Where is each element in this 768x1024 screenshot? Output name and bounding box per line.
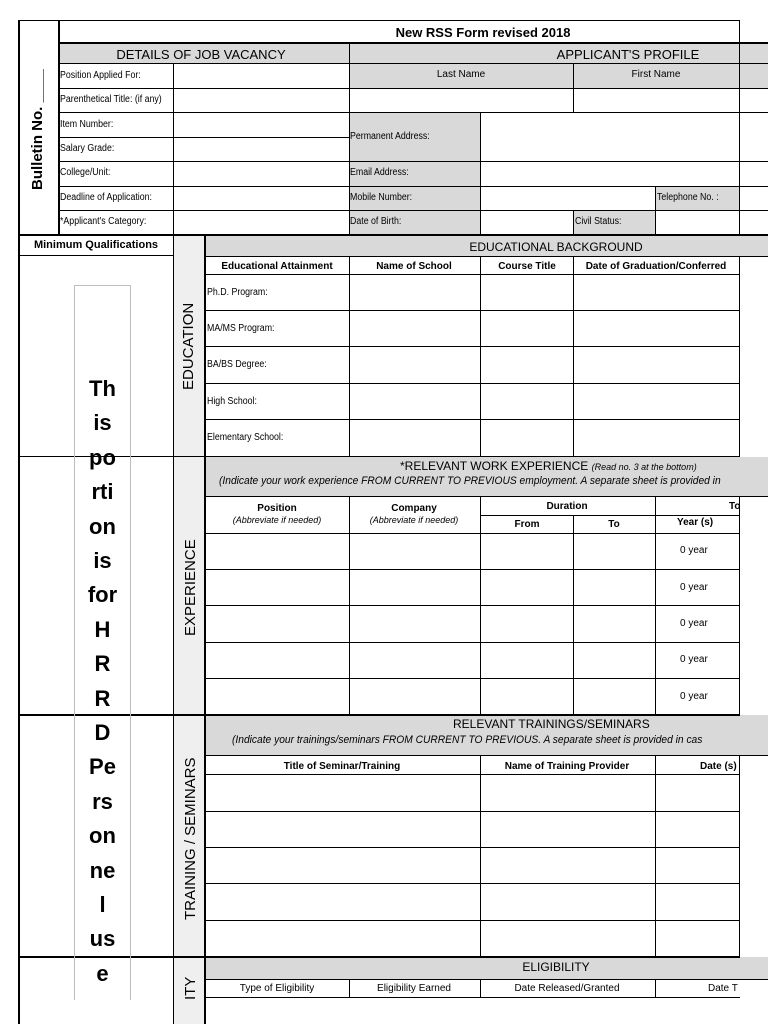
hr-note-word: D xyxy=(94,720,111,745)
exp-col-position-sub: (Abbreviate if needed) xyxy=(232,515,322,525)
telephone-label: Telephone No. : xyxy=(657,192,719,203)
side-label-divider xyxy=(204,236,206,1024)
field-position: Position Applied For: xyxy=(60,70,141,81)
edu-row-line-3 xyxy=(204,383,740,384)
exp-col-years: Year (s) xyxy=(677,517,714,528)
train-col-date: Date (s) xyxy=(700,761,737,772)
left-col-divider xyxy=(173,236,174,1024)
edu-row-line-2 xyxy=(204,346,740,347)
edu-col-line-1 xyxy=(349,256,350,456)
category-input[interactable] xyxy=(174,211,349,234)
edu-col-course: Course Title xyxy=(498,261,556,272)
edu-col-date: Date of Graduation/Conferred xyxy=(585,261,727,272)
edu-row-line-1 xyxy=(204,310,740,311)
exp-col-from: From xyxy=(514,519,540,530)
field-parenthetical: Parenthetical Title: (if any) xyxy=(60,94,162,105)
train-header-line xyxy=(204,755,768,756)
dob-input[interactable] xyxy=(481,211,573,234)
civil-status-label: Civil Status: xyxy=(575,216,622,227)
training-subtitle: (Indicate your trainings/seminars FROM CURRENT TO PREVIOUS. A separate sheet is provided in cas xyxy=(232,734,703,746)
top-border xyxy=(18,20,740,21)
exp-col-company: Company xyxy=(391,503,437,514)
field-category: *Applicant's Category: xyxy=(60,216,147,227)
exp-col-to: To xyxy=(608,519,620,530)
edu-col-attainment: Educational Attainment xyxy=(221,261,333,272)
elig-col-line-1 xyxy=(349,979,350,997)
exp-col-company-sub: (Abbreviate if needed) xyxy=(369,515,459,525)
train-col-title: Title of Seminar/Training xyxy=(283,761,401,772)
hr-note-word: R xyxy=(94,651,111,677)
edu-col-line-3 xyxy=(573,256,574,456)
train-col-line-3 xyxy=(739,755,740,956)
train-row-line-4 xyxy=(204,920,740,921)
exp-colhead-line xyxy=(204,533,740,534)
email-label: Email Address: xyxy=(350,167,409,178)
vacancy-header: DETAILS OF JOB VACANCY xyxy=(116,47,286,62)
hr-note-word: ne xyxy=(89,857,116,883)
education-side-label: EDUCATION xyxy=(180,302,197,390)
training-side-label: TRAINING / SEMINARS xyxy=(182,757,199,920)
edu-header-line xyxy=(204,256,768,257)
hr-note-word: for xyxy=(87,582,118,608)
row-line-5 xyxy=(58,186,768,187)
hr-note-word: on xyxy=(89,513,116,539)
hr-note-word: rs xyxy=(92,788,113,814)
bulletin-label: Bulletin No. ____ xyxy=(29,69,46,190)
hr-note-word: l xyxy=(99,892,106,917)
hr-note-word: Th xyxy=(89,376,116,401)
train-colhead-line xyxy=(204,774,740,775)
edu-row-elem: Elementary School: xyxy=(207,432,284,443)
train-row-line-3 xyxy=(204,883,740,884)
field-college-unit: College/Unit: xyxy=(60,167,111,178)
experience-header-note: (Read no. 3 at the bottom) xyxy=(591,462,697,472)
elig-col-line-2 xyxy=(480,979,481,997)
civil-divider xyxy=(573,210,574,235)
hr-note-word: H xyxy=(94,616,111,642)
field-item-number: Item Number: xyxy=(60,119,114,130)
train-col-provider: Name of Training Provider xyxy=(504,761,630,772)
permanent-address-input[interactable] xyxy=(481,113,739,161)
hr-note-word: R xyxy=(94,685,111,711)
min-qualifications: Minimum Qualifications xyxy=(33,239,159,251)
last-name-input[interactable] xyxy=(350,89,573,112)
hr-note-word: is xyxy=(93,548,112,573)
exp-header-line xyxy=(204,496,768,497)
hr-note-word: Pe xyxy=(89,754,116,780)
exp-years-value: 0 year xyxy=(680,654,708,665)
edu-row-hs: High School: xyxy=(207,396,257,407)
exp-row-line-4 xyxy=(204,678,740,679)
education-header: EDUCATIONAL BACKGROUND xyxy=(469,240,643,254)
exp-years-value: 0 year xyxy=(680,582,708,593)
exp-col-total: To xyxy=(729,501,741,512)
eligibility-side-label: ITY xyxy=(182,976,199,1000)
eligibility-header: ELIGIBILITY xyxy=(522,960,590,974)
hr-note-word: po xyxy=(89,444,116,470)
experience-header xyxy=(400,460,697,472)
train-row-line-1 xyxy=(204,811,740,812)
minqual-underline xyxy=(18,255,174,256)
exp-row-line-3 xyxy=(204,642,740,643)
hr-note-word: is xyxy=(93,410,112,436)
experience-side-label: EXPERIENCE xyxy=(182,539,199,636)
hr-note-word: us xyxy=(89,926,116,952)
hr-note-word: e xyxy=(96,960,109,986)
name-header-bg xyxy=(350,63,740,88)
position-input[interactable] xyxy=(174,64,349,88)
form-title: New RSS Form revised 2018 xyxy=(395,25,571,40)
salary-grade-input[interactable] xyxy=(174,138,349,161)
experience-header-title: *RELEVANT WORK EXPERIENCE xyxy=(400,459,589,473)
dob-label: Date of Birth: xyxy=(350,216,402,227)
exp-col-position: Position xyxy=(257,503,297,514)
train-col-line-2 xyxy=(655,755,656,956)
exp-years-value: 0 year xyxy=(680,618,708,629)
mobile-input[interactable] xyxy=(481,187,655,210)
edu-row-line-4 xyxy=(204,419,740,420)
exp-col-line-3 xyxy=(573,515,574,715)
edu-col-line-4 xyxy=(739,256,740,456)
elig-col-line-3 xyxy=(655,979,656,997)
civil-status-input[interactable] xyxy=(657,211,739,234)
college-unit-input[interactable] xyxy=(174,162,349,186)
exp-duration-line xyxy=(480,515,740,516)
field-salary-grade: Salary Grade: xyxy=(60,143,115,154)
hr-note-word: rti xyxy=(91,479,114,505)
elig-header-line xyxy=(204,979,768,980)
section-header-line xyxy=(58,63,768,64)
elig-col-type: Type of Eligibility xyxy=(239,983,315,994)
edu-row-phd: Ph.D. Program: xyxy=(207,287,268,298)
exp-row-line-2 xyxy=(204,605,740,606)
exp-col-duration: Duration xyxy=(546,501,588,512)
right-page-edge xyxy=(739,20,740,235)
last-name-label: Last Name xyxy=(436,69,486,80)
train-row-line-2 xyxy=(204,847,740,848)
exp-years-value: 0 year xyxy=(680,691,708,702)
profile-header: APPLICANT'S PROFILE xyxy=(556,47,700,62)
mobile-label: Mobile Number: xyxy=(350,192,413,203)
exp-row-line-1 xyxy=(204,569,740,570)
train-col-line-1 xyxy=(480,755,481,956)
elig-col-date: Date T xyxy=(708,983,738,994)
hr-note-word: on xyxy=(89,823,116,849)
first-name-input[interactable] xyxy=(574,89,739,112)
elig-header-bg xyxy=(205,957,768,979)
exp-years-value: 0 year xyxy=(680,545,708,556)
experience-subtitle: (Indicate your work experience FROM CURRENT TO PREVIOUS employment. A separate sheet is provided in xyxy=(219,475,721,487)
edu-col-school: Name of School xyxy=(376,261,452,272)
edu-row-ma: MA/MS Program: xyxy=(207,323,275,334)
elig-col-released: Date Released/Granted xyxy=(514,983,620,994)
right-strip-bg xyxy=(740,63,768,88)
email-input[interactable] xyxy=(481,162,739,186)
training-header: RELEVANT TRAININGS/SEMINARS xyxy=(453,717,650,731)
parenthetical-input[interactable] xyxy=(174,89,349,112)
deadline-input[interactable] xyxy=(174,187,349,210)
edu-row-ba: BA/BS Degree: xyxy=(207,359,267,370)
tel-divider xyxy=(655,186,656,235)
elig-col-earned: Eligibility Earned xyxy=(377,983,451,994)
edu-col-line-2 xyxy=(480,256,481,456)
item-number-input[interactable] xyxy=(174,113,349,137)
elig-colhead-line xyxy=(204,997,740,998)
permanent-address-label: Permanent Address: xyxy=(350,131,430,142)
first-name-label: First Name xyxy=(631,69,681,80)
title-underline xyxy=(58,42,768,44)
edu-colhead-line xyxy=(204,274,740,275)
field-deadline: Deadline of Application: xyxy=(60,192,152,203)
left-border xyxy=(18,20,20,1024)
